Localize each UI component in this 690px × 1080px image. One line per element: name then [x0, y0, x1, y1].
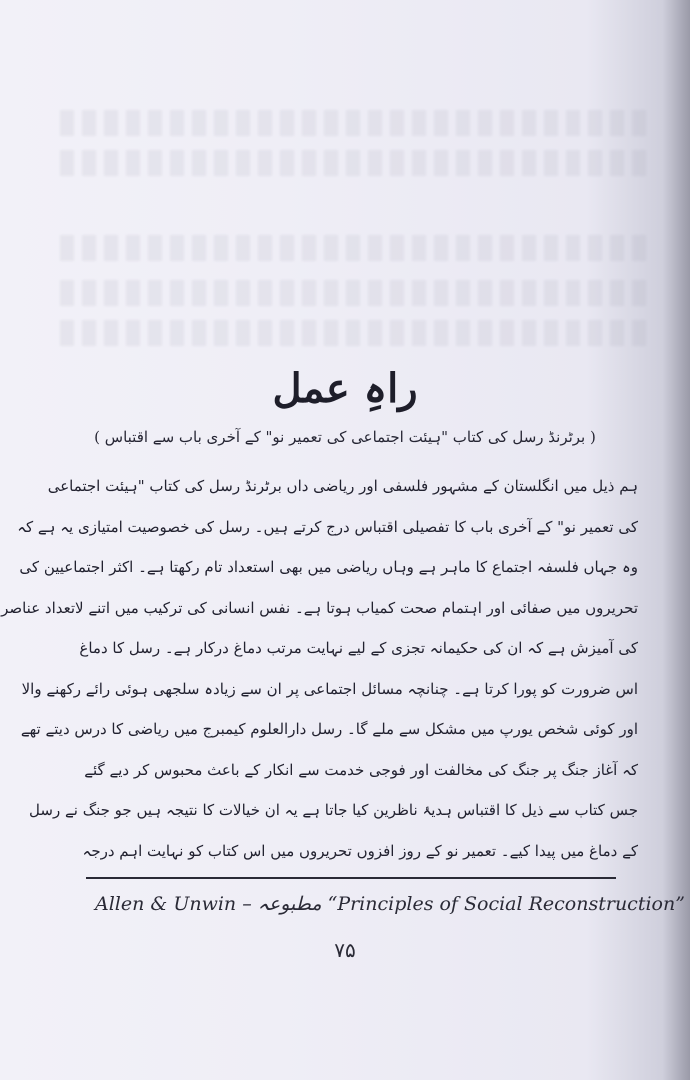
text-line: اور کوئی شخص یورپ میں مشکل سے ملے گا۔ رسل دارالعلوم کیمبرج میں ریاضی کا درس دیتے تھے — [20, 720, 638, 738]
bleed-through-text — [60, 235, 650, 261]
bleed-through-text — [60, 150, 650, 176]
text-line: کی آمیزش ہے کہ ان کی حکیمانہ تجزی کے لیے نہایت مرتب دماغ درکار ہے۔ رسل کا دماغ — [79, 639, 638, 657]
text-line: کہ آغاز جنگ پر جنگ کی مخالفت اور فوجی خدمت سے انکار کے باعث محبوس کر دیے گئے — [84, 760, 638, 779]
chapter-subtitle: ( برٹرنڈ رسل کی کتاب "ہیئت اجتماعی کی تعمیر نو" کے آخری باب سے اقتباس ) — [94, 428, 596, 446]
body-paragraph — [1, 466, 638, 871]
text-line: اس ضرورت کو پورا کرتا ہے۔ چنانچہ مسائل اجتماعی پر ان سے زیادہ سلجھی ہوئی رائے رکھنے والا — [21, 679, 638, 698]
bleed-through-text — [60, 110, 650, 136]
bleed-through-text — [60, 320, 650, 346]
text-line: کی تعمیر نو" کے آخری باب کا تفصیلی اقتباس درج کرتے ہیں۔ رسل کی خصوصیت امتیازی یہ ہے کہ — [17, 517, 638, 536]
text-line: تحریروں میں صفائی اور اہتمام صحت کمیاب ہوتا ہے۔ نفس انسانی کی ترکیب میں اتنے لاتعداد عناصر — [1, 598, 638, 617]
text-line: ہم ذیل میں انگلستان کے مشہور فلسفی اور ریاضی داں برٹرنڈ رسل کی کتاب "ہیئت اجتماعی — [47, 477, 638, 495]
text-line: کے دماغ میں پیدا کیے۔ تعمیر نو کے روز افزوں تحریروں میں اس کتاب کو نہایت اہم درجہ — [82, 841, 638, 860]
page-number: ۷۵ — [334, 938, 356, 962]
bleed-through-text — [60, 280, 650, 306]
footnote: Allen & Unwin – مطبوعہ “Principles of Social Reconstruction” — [95, 893, 685, 915]
chapter-title: راہِ عمل — [272, 365, 418, 412]
text-line: جس کتاب سے ذیل کا اقتباس ہدیۂ ناظرین کیا جاتا ہے یہ ان خیالات کا نتیجہ ہیں جو جنگ نے رسل — [29, 801, 638, 819]
footnote-divider — [86, 877, 616, 879]
text-line: وہ جہاں فلسفہ اجتماع کا ماہر ہے وہاں ریاضی میں بھی استعداد تام رکھتا ہے۔ اکثر اجتماعیین کی — [19, 558, 638, 576]
